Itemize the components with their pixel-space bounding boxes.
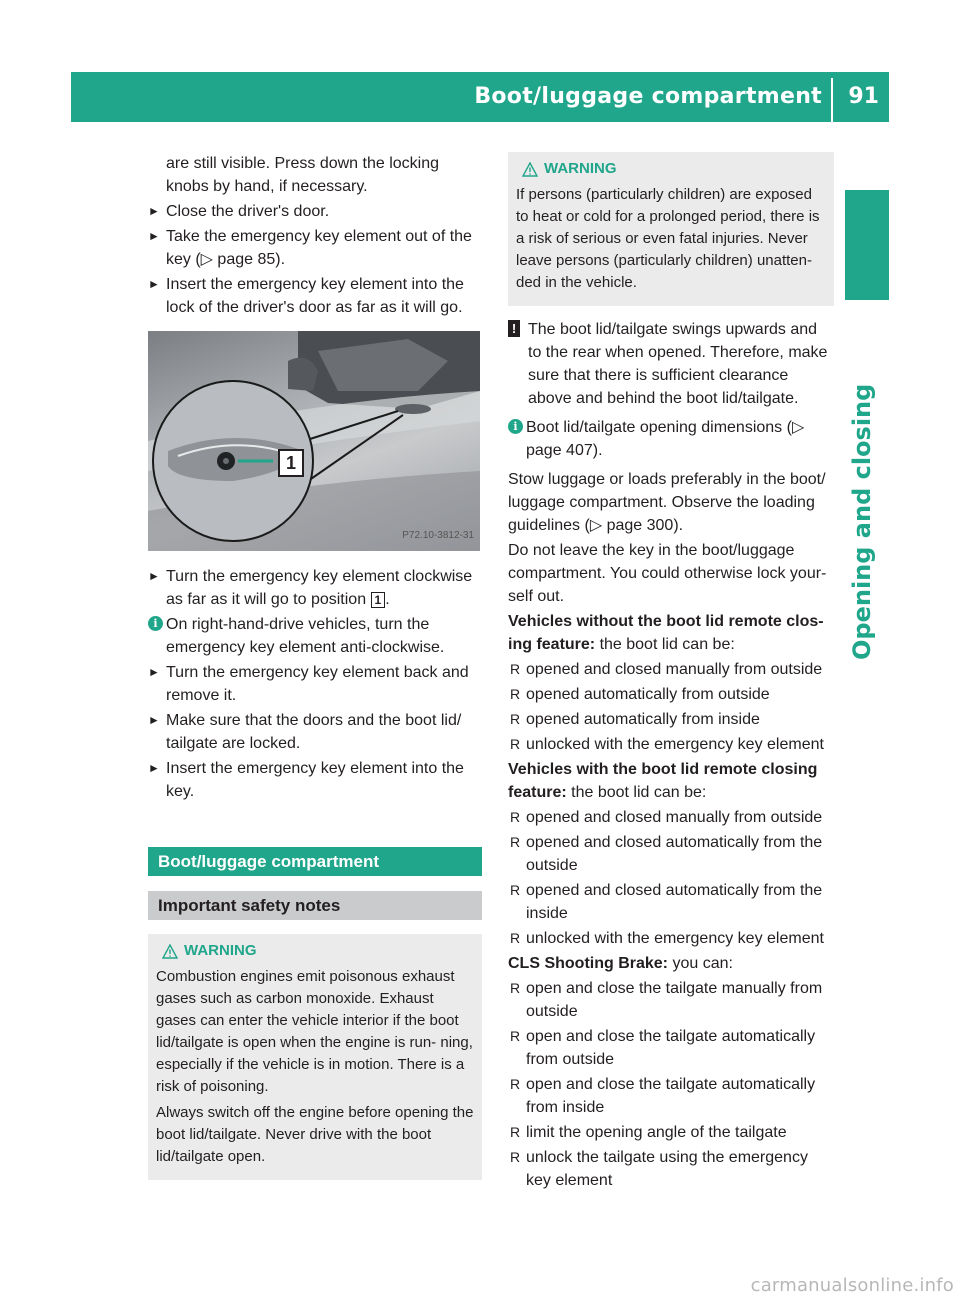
bullet-icon: R [510,736,521,752]
bullet-icon: R [510,882,521,898]
paragraph: Do not leave the key in the boot/luggage compartment. You could otherwise lock your- self out. [508,542,827,605]
list-item [508,658,834,681]
feature-list [508,658,834,756]
list-item [508,1025,834,1071]
bullet-icon: R [510,711,521,727]
step-text: Turn the emergency key element clockwise as far as it will go to position [166,568,473,608]
caution-note [508,318,834,410]
step-text: Make sure that the doors and the boot lid/ tailgate are locked. [166,712,462,752]
door-handle-illustration [148,331,480,551]
list-item-text: limit the opening angle of the tailgate [526,1124,787,1141]
page-number: 91 [848,84,879,109]
list-item-text: opened automatically from outside [526,686,770,703]
warning-text: Combustion engines emit poisonous exhaust gases such as carbon monoxide. Exhaust gases can enter the vehicle interior if the boot lid/tailgate is open when the engine is run- ning, especially if the vehicle is in motion. There is a risk of poisoning. [156,968,473,1095]
step-arrow-icon: ► [148,277,160,291]
step-text-end: . [385,591,390,608]
subheading-rest: the boot lid can be: [595,636,735,653]
step-text: Insert the emergency key element into the key. [166,760,464,800]
subheading-shooting-brake [508,952,834,975]
list-item-text: opened and closed automatically from the outside [526,834,823,874]
bullet-icon: R [510,661,521,677]
step-text: Close the driver's door. [166,203,330,220]
step-item [148,565,482,611]
bullet-icon: R [510,686,521,702]
bullet-icon: R [510,980,521,996]
footer-watermark: carmanualsonline.info [750,1275,954,1296]
side-tab-block [845,190,889,300]
bullet-icon: R [510,809,521,825]
bullet-icon: R [510,1149,521,1165]
bullet-icon: R [510,834,521,850]
info-icon: i [508,419,523,434]
door-lock-figure [148,331,480,551]
exclamation-icon: ! [508,320,520,337]
warning-text: Always switch off the engine before opening the boot lid/tailgate. Never drive with the boot lid/tailgate open. [156,1104,474,1165]
list-item-text: opened automatically from inside [526,711,760,728]
list-item [508,879,834,925]
section-heading: Boot/luggage compartment [148,847,482,876]
step-text: Take the emergency key element out of the key (▷ page 85). [166,228,472,268]
list-item-text: opened and closed automatically from the inside [526,882,823,922]
warning-label: WARNING [184,942,257,959]
paragraph: Stow luggage or loads preferably in the boot/ luggage compartment. Observe the loading guidelines (▷ page 300). [508,471,826,534]
figure-code: P72.10-3812-31 [402,530,474,541]
step-text: Turn the emergency key element back and remove it. [166,664,469,704]
list-item [508,1146,834,1192]
warning-label: WARNING [544,160,617,177]
continued-line-1: are still visible. Press down the locking [166,155,440,172]
figure-callout-1: 1 [278,449,304,477]
info-text: Boot lid/tailgate opening dimensions (▷ page 407). [526,419,805,459]
step-arrow-icon: ► [148,204,160,218]
step-item [148,661,482,707]
info-text: On right-hand-drive vehicles, turn the emergency key element anti-clockwise. [166,616,445,656]
list-item [508,683,834,706]
bullet-icon: R [510,1124,521,1140]
warning-triangle-icon [522,162,538,177]
step-arrow-icon: ► [148,761,160,775]
continued-text [148,152,482,198]
caution-text: The boot lid/tailgate swings upwards and to the rear when opened. Therefore, make sure that there is sufficient clearance above and behind the boot lid/tailgate. [528,321,828,407]
step-arrow-icon: ► [148,229,160,243]
warning-header [156,940,474,962]
header-title: Boot/luggage compartment [474,84,822,109]
position-badge: 1 [371,592,386,608]
info-icon: i [148,616,163,631]
list-item-text: unlocked with the emergency key element [526,930,824,947]
step-item [148,273,482,319]
subheading-bold: CLS Shooting Brake: [508,955,669,972]
list-item [508,927,834,950]
list-item [508,1121,834,1144]
warning-triangle-icon [162,944,178,959]
bullet-icon: R [510,1028,521,1044]
warning-box [508,152,834,306]
side-tab-label: Opening and closing [848,383,876,660]
left-column [148,152,482,1180]
warning-box [148,934,482,1180]
warning-text: If persons (particularly children) are exposed to heat or cold for a prolonged period, there is a risk of serious or even fatal injuries. Never leave persons (particularly children) unatten- ded in the vehicle. [516,186,820,291]
subsection-heading: Important safety notes [148,891,482,920]
page-header [71,72,889,122]
step-item [148,757,482,803]
feature-list [508,977,834,1192]
list-item [508,977,834,1023]
header-divider [831,78,833,122]
subheading-without-remote [508,610,834,656]
list-item [508,733,834,756]
feature-list [508,806,834,950]
list-item-text: opened and closed manually from outside [526,661,823,678]
list-item-text: open and close the tailgate automatically from outside [526,1028,816,1068]
subheading-rest: you can: [668,955,733,972]
bullet-icon: R [510,930,521,946]
subheading-bold: Vehicles with the boot lid remote closing feature: [508,761,818,801]
list-item-text: unlocked with the emergency key element [526,736,824,753]
bullet-icon: R [510,1076,521,1092]
list-item-text: open and close the tailgate automatically from inside [526,1076,816,1116]
step-arrow-icon: ► [148,569,160,583]
list-item [508,806,834,829]
info-note [508,416,834,462]
step-item [148,709,482,755]
list-item-text: unlock the tailgate using the emergency key element [526,1149,808,1189]
list-item [508,708,834,731]
subheading-bold: Vehicles without the boot lid remote clos- ing feature: [508,613,824,653]
info-note [148,613,482,659]
subheading-with-remote [508,758,834,804]
continued-line-2: knobs by hand, if necessary. [166,178,368,195]
list-item [508,831,834,877]
step-text: Insert the emergency key element into the lock of the driver's door as far as it will go. [166,276,464,316]
list-item-text: opened and closed manually from outside [526,809,823,826]
step-item [148,200,482,223]
right-column [508,152,834,1194]
list-item [508,1073,834,1119]
step-arrow-icon: ► [148,665,160,679]
warning-header [516,158,826,180]
subheading-rest: the boot lid can be: [566,784,707,801]
step-item [148,225,482,271]
step-arrow-icon: ► [148,713,160,727]
list-item-text: open and close the tailgate manually from outside [526,980,823,1020]
